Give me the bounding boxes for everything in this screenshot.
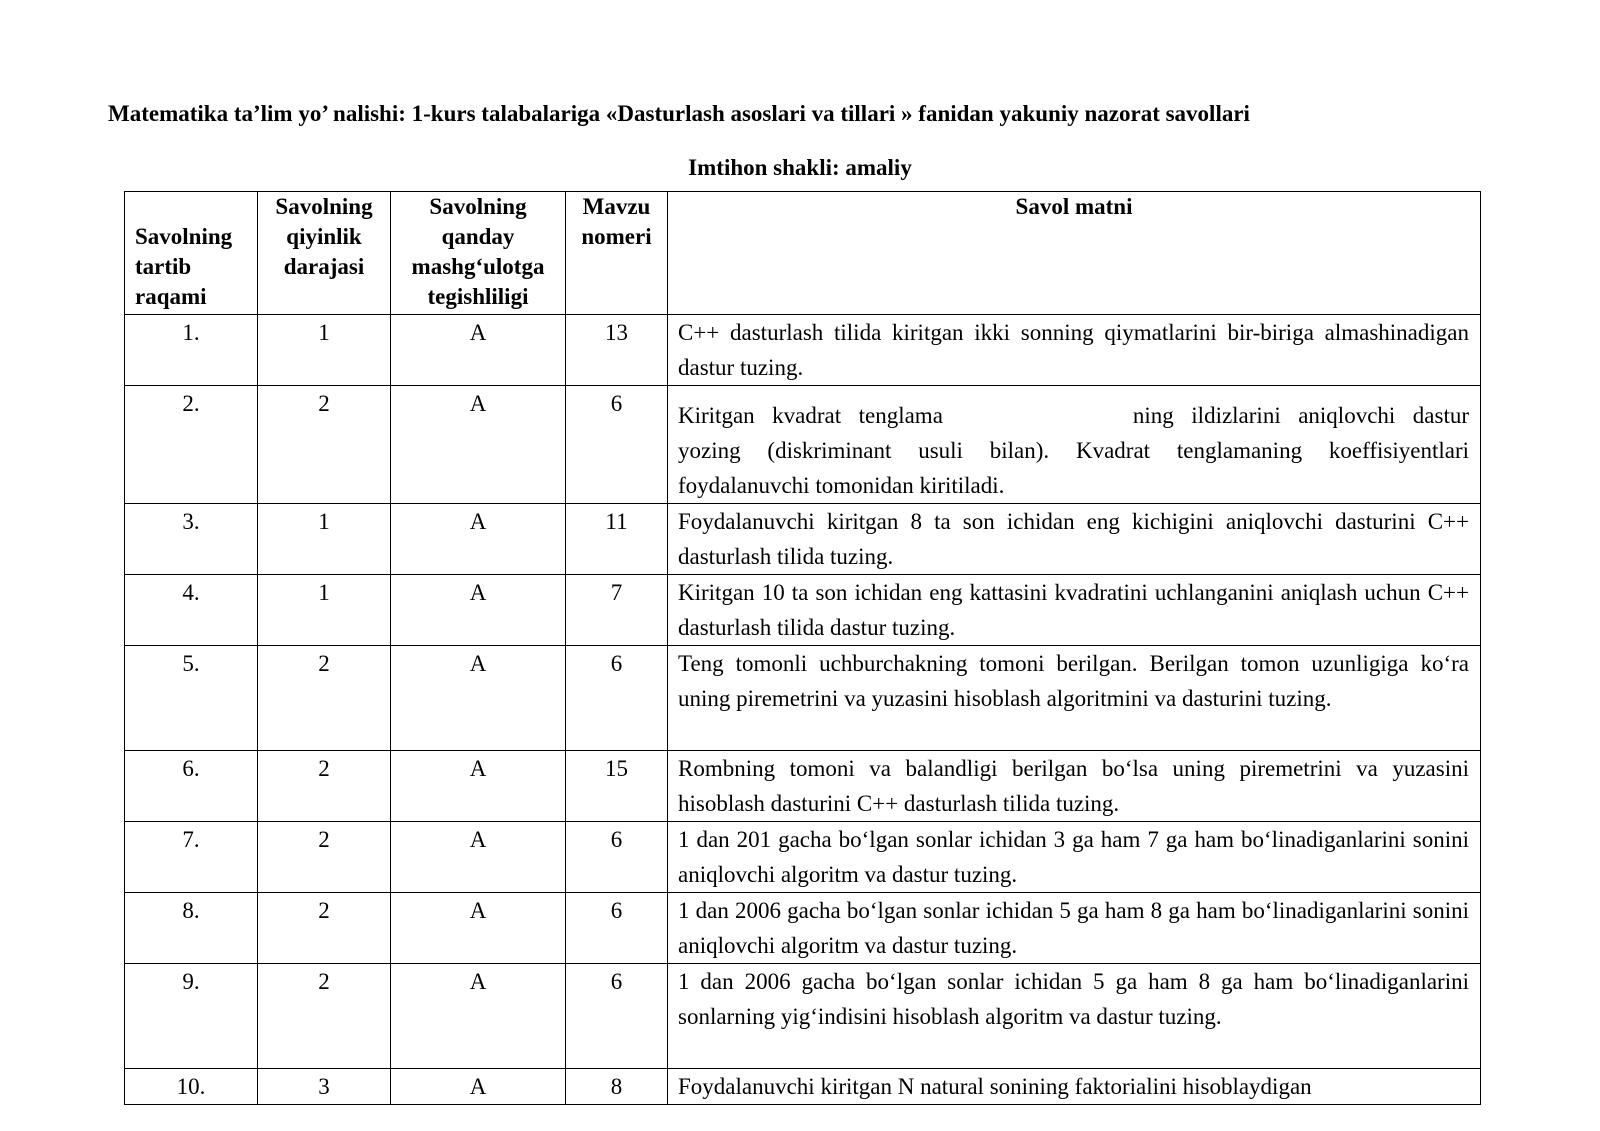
cell-type: A	[391, 386, 566, 504]
cell-question-text: 1 dan 2006 gacha bo‘lgan sonlar ichidan 5 ga ham 8 ga ham bo‘linadiganlarini sonlarning yig‘indisini hisoblash algoritm va dastur tuzing.	[668, 964, 1481, 1069]
cell-difficulty: 1	[258, 575, 391, 646]
cell-topic: 6	[566, 646, 668, 751]
cell-type: A	[391, 1069, 566, 1105]
cell-question-text: Rombning tomoni va balandligi berilgan bo‘lsa uning piremetrini va yuzasini hisoblash dasturini C++ dasturlash tilida tuzing.	[668, 751, 1481, 822]
cell-question-text: Foydalanuvchi kiritgan N natural sonining faktorialini hisoblaydigan	[668, 1069, 1481, 1105]
cell-question-text	[668, 386, 1481, 504]
cell-type: A	[391, 893, 566, 964]
cell-topic: 6	[566, 386, 668, 504]
table-row	[125, 504, 1481, 575]
cell-type: A	[391, 504, 566, 575]
cell-type: A	[391, 646, 566, 751]
table-row	[125, 386, 1481, 504]
cell-question-text: 1 dan 2006 gacha bo‘lgan sonlar ichidan 5 ga ham 8 ga ham bo‘linadiganlarini sonini aniqlovchi algoritm va dastur tuzing.	[668, 893, 1481, 964]
cell-difficulty: 3	[258, 1069, 391, 1105]
exam-form-subtitle: Imtihon shakli: amaliy	[688, 155, 912, 180]
table-row	[125, 822, 1481, 893]
table-row	[125, 1069, 1481, 1105]
table-header-row	[125, 192, 1481, 315]
cell-question-text: 1 dan 201 gacha bo‘lgan sonlar ichidan 3 ga ham 7 ga ham bo‘linadiganlarini sonini aniqlovchi algoritm va dastur tuzing.	[668, 822, 1481, 893]
table-row	[125, 964, 1481, 1069]
cell-type: A	[391, 822, 566, 893]
cell-topic: 6	[566, 893, 668, 964]
cell-difficulty: 2	[258, 751, 391, 822]
header-topic: Mavzu nomeri	[566, 192, 668, 315]
cell-question-text: C++ dasturlash tilida kiritgan ikki sonning qiymatlarini bir-biriga almashinadigan dastur tuzing.	[668, 315, 1481, 386]
table-row	[125, 893, 1481, 964]
cell-question-text: Kiritgan 10 ta son ichidan eng kattasini kvadratini uchlanganini aniqlash uchun C++ dasturlash tilida dastur tuzing.	[668, 575, 1481, 646]
header-type: Savolning qanday mashg‘ulotga tegishliligi	[391, 192, 566, 315]
cell-difficulty: 1	[258, 315, 391, 386]
cell-topic: 11	[566, 504, 668, 575]
table-row	[125, 751, 1481, 822]
cell-type: A	[391, 575, 566, 646]
cell-number: 2.	[125, 386, 258, 504]
cell-topic: 8	[566, 1069, 668, 1105]
header-difficulty: Savolning qiyinlik darajasi	[258, 192, 391, 315]
cell-type: A	[391, 315, 566, 386]
question-text-part-a: Kiritgan kvadrat tenglama	[678, 403, 943, 428]
cell-difficulty: 2	[258, 893, 391, 964]
cell-topic: 6	[566, 964, 668, 1069]
cell-number: 10.	[125, 1069, 258, 1105]
cell-topic: 15	[566, 751, 668, 822]
cell-number: 4.	[125, 575, 258, 646]
cell-topic: 6	[566, 822, 668, 893]
cell-topic: 7	[566, 575, 668, 646]
cell-difficulty: 2	[258, 964, 391, 1069]
cell-number: 9.	[125, 964, 258, 1069]
cell-difficulty: 2	[258, 386, 391, 504]
questions-table	[124, 191, 1481, 1105]
cell-number: 7.	[125, 822, 258, 893]
header-text: Savol matni	[668, 192, 1481, 315]
cell-difficulty: 2	[258, 822, 391, 893]
cell-number: 3.	[125, 504, 258, 575]
cell-type: A	[391, 751, 566, 822]
header-number: Savolning tartib raqami	[125, 192, 258, 315]
cell-difficulty: 2	[258, 646, 391, 751]
table-row	[125, 315, 1481, 386]
cell-number: 6.	[125, 751, 258, 822]
cell-question-text: Teng tomonli uchburchakning tomoni berilgan. Berilgan tomon uzunligiga ko‘ra uning piremetrini va yuzasini hisoblash algoritmini va dasturini tuzing.	[668, 646, 1481, 751]
document-title: Matematika ta’lim yo’ nalishi: 1-kurs talabalariga «Dasturlash asoslari va tillari » fanidan yakuniy nazorat savollari	[108, 101, 1250, 126]
table-row	[125, 575, 1481, 646]
question-text-part-b: ning ildizlarini aniqlovchi dastur yozing (diskriminant usuli bilan). Kvadrat tenglamaning koeffisiyentlari foydalanuvchi tomonidan kiritiladi.	[678, 403, 1469, 498]
cell-number: 1.	[125, 315, 258, 386]
cell-type: A	[391, 964, 566, 1069]
cell-difficulty: 1	[258, 504, 391, 575]
cell-topic: 13	[566, 315, 668, 386]
cell-question-text: Foydalanuvchi kiritgan 8 ta son ichidan eng kichigini aniqlovchi dasturini C++ dasturlash tilida tuzing.	[668, 504, 1481, 575]
cell-number: 8.	[125, 893, 258, 964]
cell-number: 5.	[125, 646, 258, 751]
table-row	[125, 646, 1481, 751]
